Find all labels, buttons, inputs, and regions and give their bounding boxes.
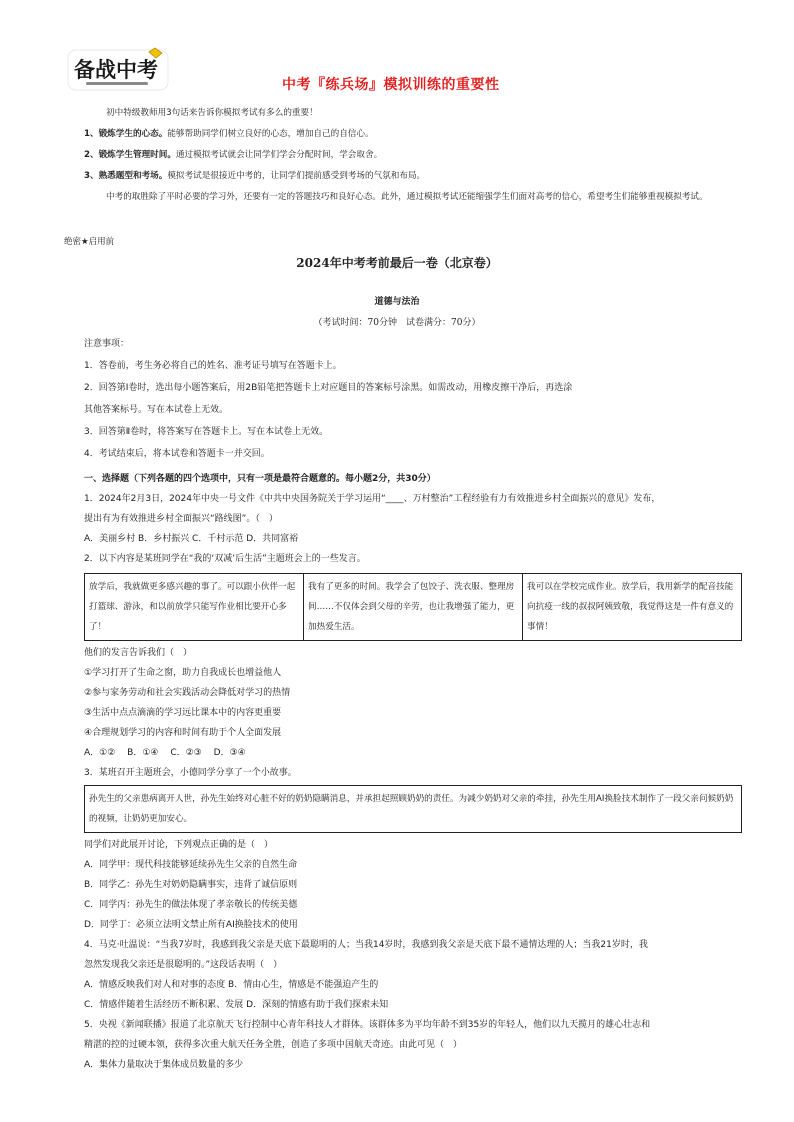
q1-options: A．美丽乡村 B．乡村振兴 C．千村示范 D．共同富裕 (84, 534, 299, 544)
intro-closing: 中考的取胜除了平时必要的学习外，还要有一定的答题技巧和良好心态。此外，通过模拟考试还能缩强学生们面对高考的信心，希望考生们能够重视模拟考试。 (106, 192, 708, 202)
q4-option: A．情感反映我们对人和对事的态度 B．情由心生，情感是不能强迫产生的 (84, 980, 379, 990)
q2-speech-cell: 我可以在学校完成作业。放学后，我用新学的配音技能向抗疫一线的叔叔阿姨致敬，我觉得这是一件有意义的事情！ (522, 574, 741, 640)
notes-heading: 注意事项： (84, 339, 130, 349)
q1-stem: 1．2024年2月3日，2024年中央一号文件《中共中央国务院关于学习运用“____、万村整治”工程经验有力有效推进乡村全面振兴的意见》发布， (84, 494, 661, 504)
exam-timing: （考试时间：70分钟 试卷满分：70分） (313, 318, 481, 328)
q3-option: C．同学丙：孙先生的做法体现了孝亲敬长的传统美德 (84, 900, 298, 910)
q4-stem: 4．马克·吐温说：“当我7岁时，我感到我父亲是天底下最聪明的人；当我14岁时，我感到我父亲是天底下最不通情达理的人；当我21岁时，我 (84, 940, 648, 950)
q2-statement: ②参与家务劳动和社会实践活动会降低对学习的热情 (84, 688, 291, 698)
q5-stem: 5．央视《新闻联播》报道了北京航天飞行控制中心青年科技人才群体。该群体多为平均年龄不到35岁的年轻人，他们以九天揽月的雄心壮志和 (84, 1020, 651, 1030)
q2-speech-table (84, 573, 742, 641)
q3-story-box: 孙先生的父亲患病离开人世，孙先生始终对心脏不好的奶奶隐瞒消息，并承担起照顾奶奶的责任。为减少奶奶对父亲的牵挂，孙先生用AI换脸技术制作了一段父亲问候奶奶的视频，让奶奶更加安心。 (84, 785, 742, 833)
exam-subject: 道德与法治 (374, 297, 420, 307)
q5-stem: 精湛的控的过硬本领，获得多次重大航天任务全胜，创造了多项中国航天奇迹。由此可见（ ） (84, 1040, 463, 1050)
q3-option: B．同学乙：孙先生对奶奶隐瞒事实，违背了诚信原则 (84, 880, 298, 890)
q2-question: 他们的发言告诉我们（ ） (84, 648, 193, 658)
section-heading: 一、选择题（下列各题的四个选项中，只有一项是最符合题意的。每小题2分，共30分） (84, 474, 436, 484)
intro-point: 2、锻炼学生管理时间。通过模拟考试就会让同学们学会分配时间，学会取舍。 (84, 150, 383, 160)
q3-option: A．同学甲：现代科技能够延续孙先生父亲的自然生命 (84, 860, 298, 870)
secret-label: 绝密★启用前 (64, 237, 115, 247)
q2-statement: ④合理规划学习的内容和时间有助于个人全面发展 (84, 728, 282, 738)
q3-option: D．同学丁：必须立法明文禁止所有AI换脸技术的使用 (84, 920, 298, 930)
q2-stem: 2．以下内容是某班同学在“我的‘双减’后生活”主题班会上的一些发言。 (84, 554, 366, 564)
note-item: 其他答案标号。写在本试卷上无效。 (84, 405, 229, 415)
q5-option: A．集体力量取决于集体成员数量的多少 (84, 1060, 244, 1070)
svg-text:备战中考: 备战中考 (74, 58, 158, 82)
q4-option: C．情感伴随着生活经历不断积累、发展 D．深刻的情感有助于我们探索未知 (84, 1000, 389, 1010)
q4-stem: 忽然发现我父亲还是很聪明的。”这段话表明（ ） (84, 960, 283, 970)
q2-statement: ①学习打开了生命之窗，助力自我成长也增益他人 (84, 668, 282, 678)
q1-stem: 提出有为有效推进乡村全面振兴“路线图”。（ ） (84, 514, 278, 524)
intro-section (84, 103, 724, 208)
exam-title: 2024年中考考前最后一卷（北京卷） (296, 256, 498, 270)
brand-logo (66, 44, 170, 96)
note-item: 3．回答第Ⅱ卷时，将答案写在答题卡上。写在本试卷上无效。 (84, 427, 329, 437)
q2-options: A．①② B．①④ C．②③ D．③④ (84, 748, 246, 758)
q2-statement: ③生活中点点滴滴的学习远比课本中的内容更重要 (84, 708, 282, 718)
note-item: 2．回答第Ⅰ卷时，选出每小题答案后，用2B铅笔把答题卡上对应题目的答案标号涂黑。如需改动，用橡皮擦干净后，再选涂 (84, 383, 573, 393)
note-item: 1．答卷前，考生务必将自己的姓名、准考证号填写在答题卡上。 (84, 361, 342, 371)
banner-title: 中考『练兵场』模拟训练的重要性 (282, 77, 500, 93)
q3-question: 同学们对此展开讨论，下列观点正确的是（ ） (84, 840, 274, 850)
questions-section (84, 469, 742, 1075)
intro-lead: 初中特级教师用3句话来告诉你模拟考试有多么的重要！ (106, 108, 318, 118)
notes-section (84, 333, 742, 465)
q2-speech-cell: 我有了更多的时间。我学会了包饺子、洗衣服、整理房间……不仅体会到父母的辛劳，也让我增强了能力，更加热爱生活。 (303, 574, 522, 640)
q3-stem: 3．某班召开主题班会，小德同学分享了一个小故事。 (84, 768, 297, 778)
q2-speech-cell: 放学后，我就做更多感兴趣的事了。可以跟小伙伴一起打篮球、游泳，和以前放学只能写作业相比要开心多了！ (89, 582, 296, 632)
intro-point: 3、熟悉题型和考场。模拟考试是很接近中考的，让同学们提前感受到考场的气氛和布局。 (84, 171, 426, 181)
note-item: 4．考试结束后，将本试卷和答题卡一并交回。 (84, 449, 270, 459)
intro-point: 1、锻炼学生的心态。能够帮助同学们树立良好的心态，增加自己的自信心。 (84, 129, 374, 139)
